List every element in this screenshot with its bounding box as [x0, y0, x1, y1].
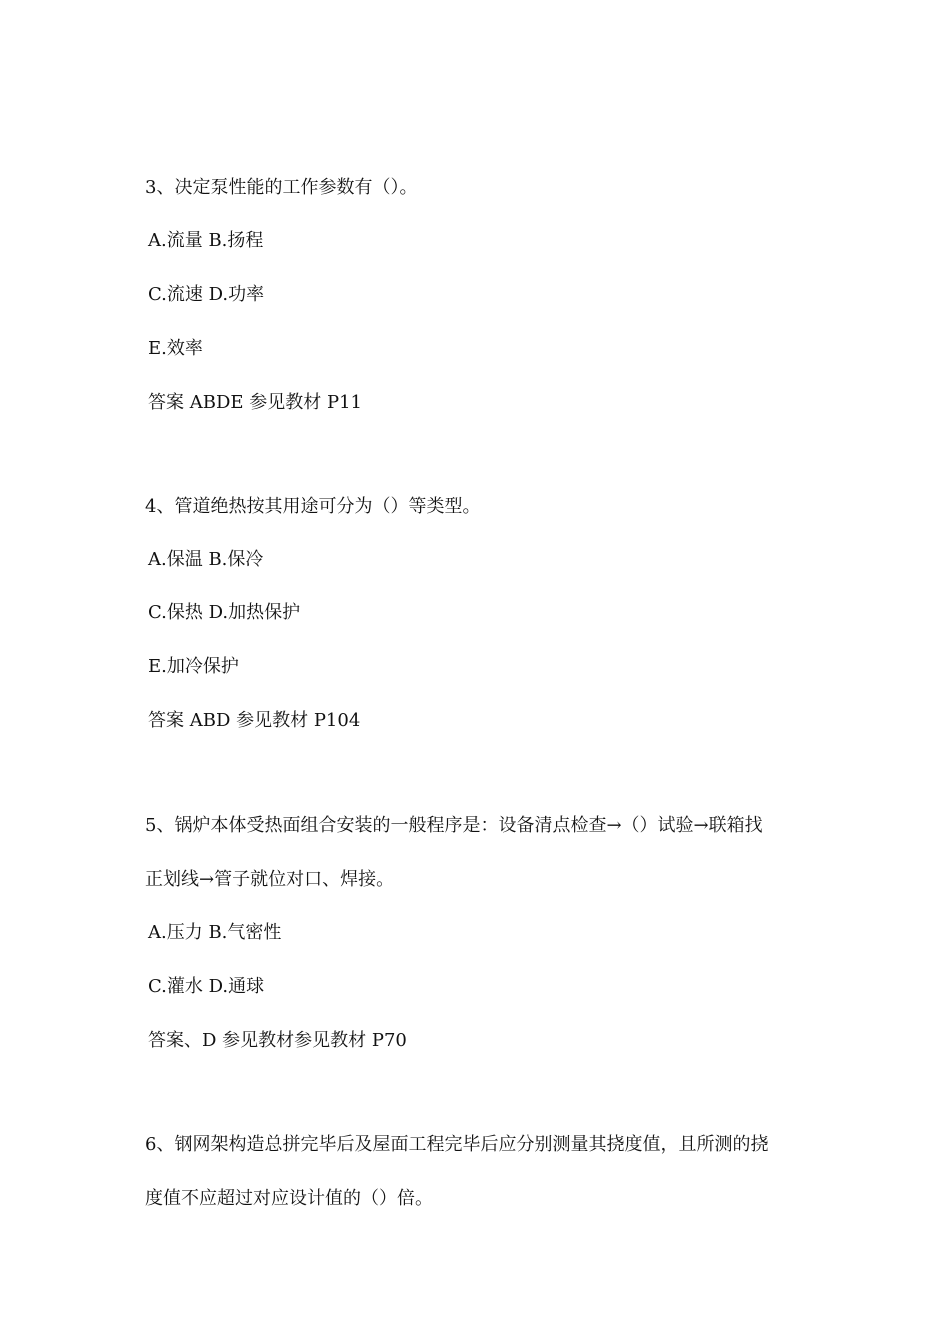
question-3-option-line-3: E.效率	[148, 338, 203, 359]
question-6-stem-line-1: 6、钢网架构造总拼完毕后及屋面工程完毕后应分别测量其挠度值，且所测的挠	[145, 1134, 769, 1155]
question-4-option-line-2: C.保热 D.加热保护	[148, 602, 301, 623]
question-4-stem: 4、管道绝热按其用途可分为（）等类型。	[145, 496, 481, 517]
question-3-option-line-2: C.流速 D.功率	[148, 284, 265, 305]
question-3-answer: 答案 ABDE 参见教材 P11	[148, 392, 362, 413]
question-5-stem-line-2: 正划线→管子就位对口、焊接。	[145, 869, 395, 890]
question-4-option-line-3: E.加冷保护	[148, 656, 239, 677]
question-4-option-line-1: A.保温 B.保冷	[148, 549, 264, 570]
question-5-option-line-2: C.灌水 D.通球	[148, 976, 265, 997]
question-4-answer: 答案 ABD 参见教材 P104	[148, 710, 361, 731]
question-3-stem: 3、决定泵性能的工作参数有（）。	[145, 177, 418, 198]
question-6-stem-line-2: 度值不应超过对应设计值的（）倍。	[145, 1188, 433, 1209]
question-5-answer: 答案、D 参见教材参见教材 P70	[148, 1030, 407, 1051]
question-3-option-line-1: A.流量 B.扬程	[148, 230, 264, 251]
question-5-option-line-1: A.压力 B.气密性	[148, 922, 282, 943]
question-5-stem-line-1: 5、锅炉本体受热面组合安装的一般程序是：设备清点检查→（）试验→联箱找	[145, 815, 763, 836]
